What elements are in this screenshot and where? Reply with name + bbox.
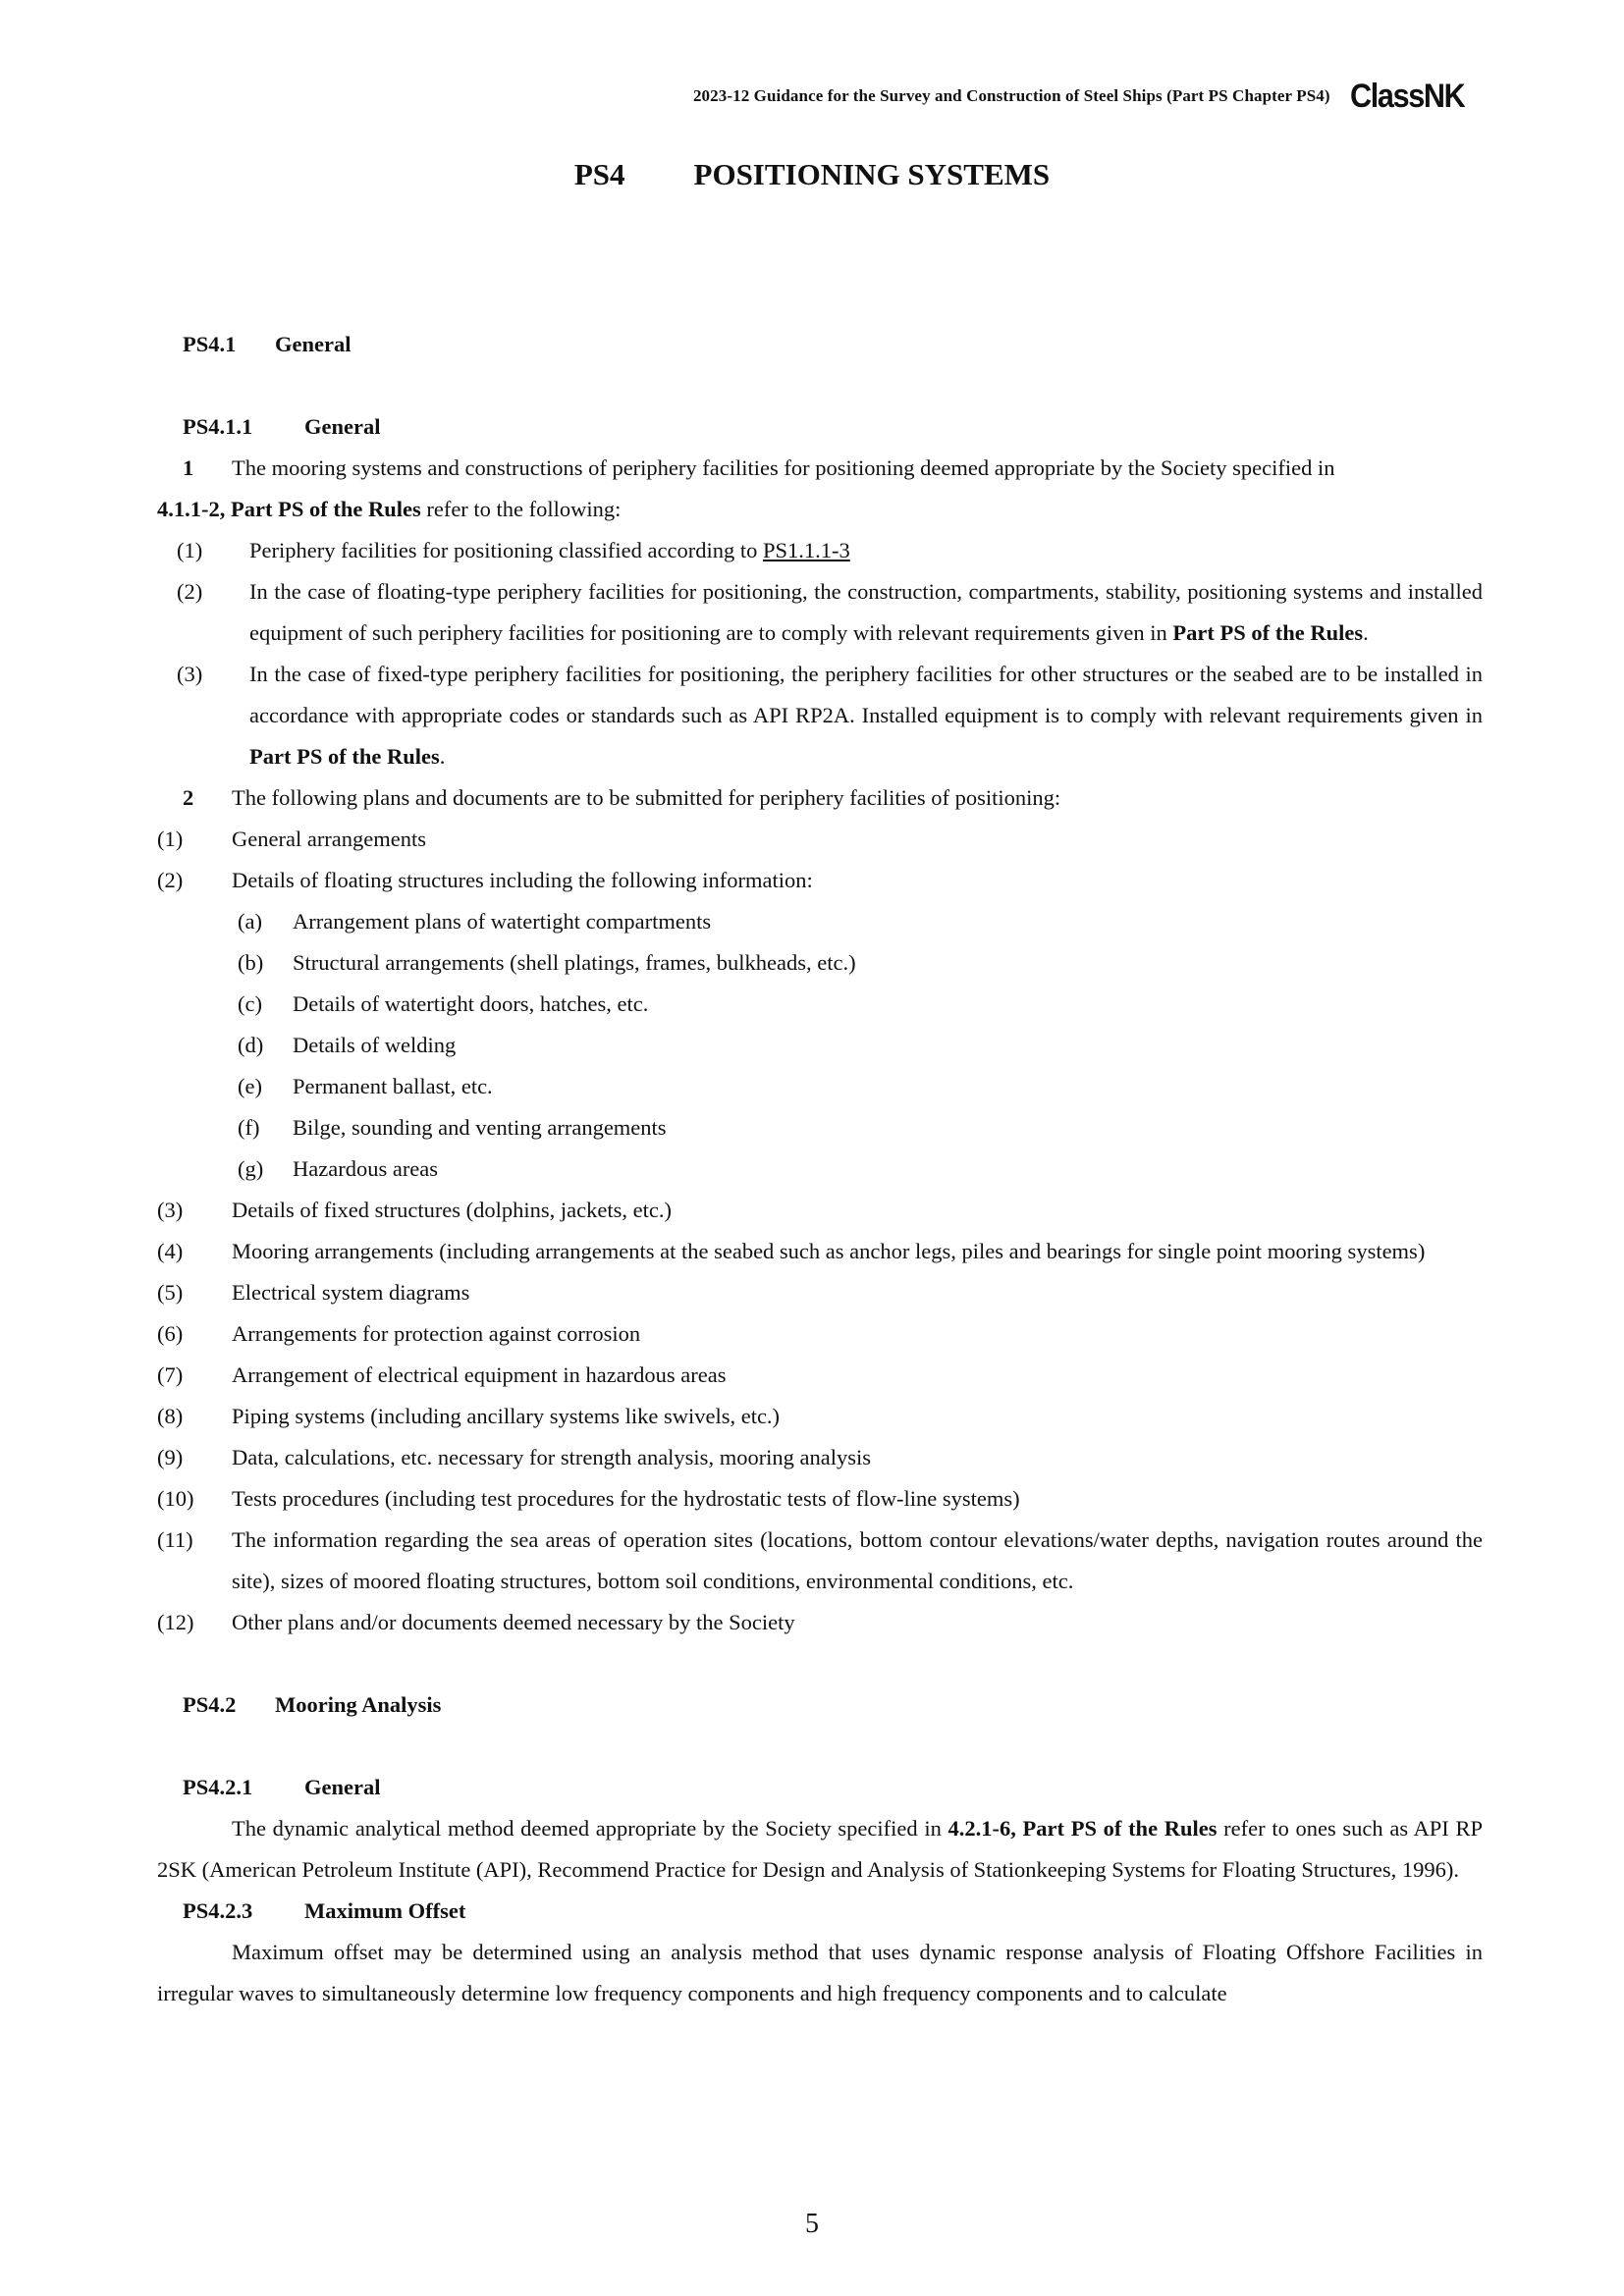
subsection-heading: PS4.2.1 General [183,1775,381,1799]
section-heading: PS4.2 Mooring Analysis [183,1692,442,1717]
chapter-number: PS4 [573,157,625,191]
sub-list-item: (a) Arrangement plans of watertight compartments [238,909,712,934]
classnk-logo: ClassNK [1349,77,1465,115]
sub-list-item: (c) Details of watertight doors, hatches, etc. [238,991,649,1016]
paragraph-1: 1 The mooring systems and constructions of periphery facilities for positioning deemed appropriate by the Society specified in [183,455,1335,480]
list-item: (11) The information regarding the sea areas of operation sites (locations, bottom contour elevations/water depths, navigation routes around the site), sizes of moored floating structures, bottom soil conditions, environmental conditions, etc. [157,1527,1483,1593]
rules-reference: 4.2.1-6, Part PS of the Rules [947,1816,1218,1841]
subsection-heading: PS4.1.1 General [183,414,381,439]
header-title: 2023-12 Guidance for the Survey and Construction of Steel Ships (Part PS Chapter PS4) [692,86,1330,105]
section-heading: PS4.1 General [183,332,352,356]
paragraph-2: 2 The following plans and documents are to be submitted for periphery facilities of positioning: [183,785,1061,810]
sub-list-item: (d) Details of welding [238,1033,457,1057]
subsection-heading: PS4.2.3 Maximum Offset [183,1898,466,1923]
page-header [693,77,1477,116]
sub-list-item: (b) Structural arrangements (shell platings, frames, bulkheads, etc.) [238,950,856,975]
paragraph: Maximum offset may be determined using an analysis method that uses dynamic response analysis of Floating Offshore Facilities in irregular waves to simultaneously determine low frequency components and high frequency components and to calculate [157,1940,1483,2005]
sub-list-item: (e) Permanent ballast, etc. [238,1074,493,1098]
rules-reference: 4.1.1-2, Part PS of the Rules [157,497,421,521]
list-item: (5) Electrical system diagrams [157,1280,470,1305]
document-body [157,324,1483,2014]
page-number: 5 [805,2209,819,2239]
chapter-name: POSITIONING SYSTEMS [693,157,1051,191]
list-item: (12) Other plans and/or documents deemed necessary by the Society [157,1610,795,1634]
sub-list-item: (g) Hazardous areas [238,1156,439,1181]
list-item: (1) General arrangements [157,827,427,851]
list-item: (10) Tests procedures (including test procedures for the hydrostatic tests of flow-line systems) [157,1486,1020,1511]
list-item: (2) Details of floating structures including the following information: [157,868,813,892]
list-item: (6) Arrangements for protection against corrosion [157,1321,641,1346]
list-item: (4) Mooring arrangements (including arrangements at the seabed such as anchor legs, piles and bearings for single point mooring systems) [157,1239,1426,1263]
list-item: (3) Details of fixed structures (dolphins, jackets, etc.) [157,1198,672,1222]
list-item: (2) In the case of floating-type periphery facilities for positioning, the construction, compartments, stability, positioning systems and installed equipment of such periphery facilities for positioning are to comply with relevant requirements given in Part PS of the Rules. [177,579,1483,645]
list-item: (7) Arrangement of electrical equipment in hazardous areas [157,1362,727,1387]
paragraph: The dynamic analytical method deemed appropriate by the Society specified in 4.2.1-6, Part PS of the Rules refer to ones such as API RP 2SK (American Petroleum Institute (API), Recommend Practice for Design and Analysis of Stationkeeping Systems for Floating Structures, 1996). [157,1816,1483,1882]
list-item: (3) In the case of fixed-type periphery facilities for positioning, the periphery facilities for other structures or the seabed are to be installed in accordance with appropriate codes or standards such as API RP2A. Installed equipment is to comply with relevant requirements given in Part PS of the Rules. [177,662,1483,769]
chapter-title [0,157,1624,192]
list-item: (1) Periphery facilities for positioning classified according to PS1.1.1-3 [177,538,850,562]
paragraph-1-cont: 4.1.1-2, Part PS of the Rules refer to the following: [157,497,622,521]
list-item: (8) Piping systems (including ancillary systems like swivels, etc.) [157,1404,781,1428]
sub-list-item: (f) Bilge, sounding and venting arrangements [238,1115,667,1140]
list-item: (9) Data, calculations, etc. necessary for strength analysis, mooring analysis [157,1445,872,1469]
cross-reference-link[interactable]: PS1.1.1-3 [762,538,850,562]
